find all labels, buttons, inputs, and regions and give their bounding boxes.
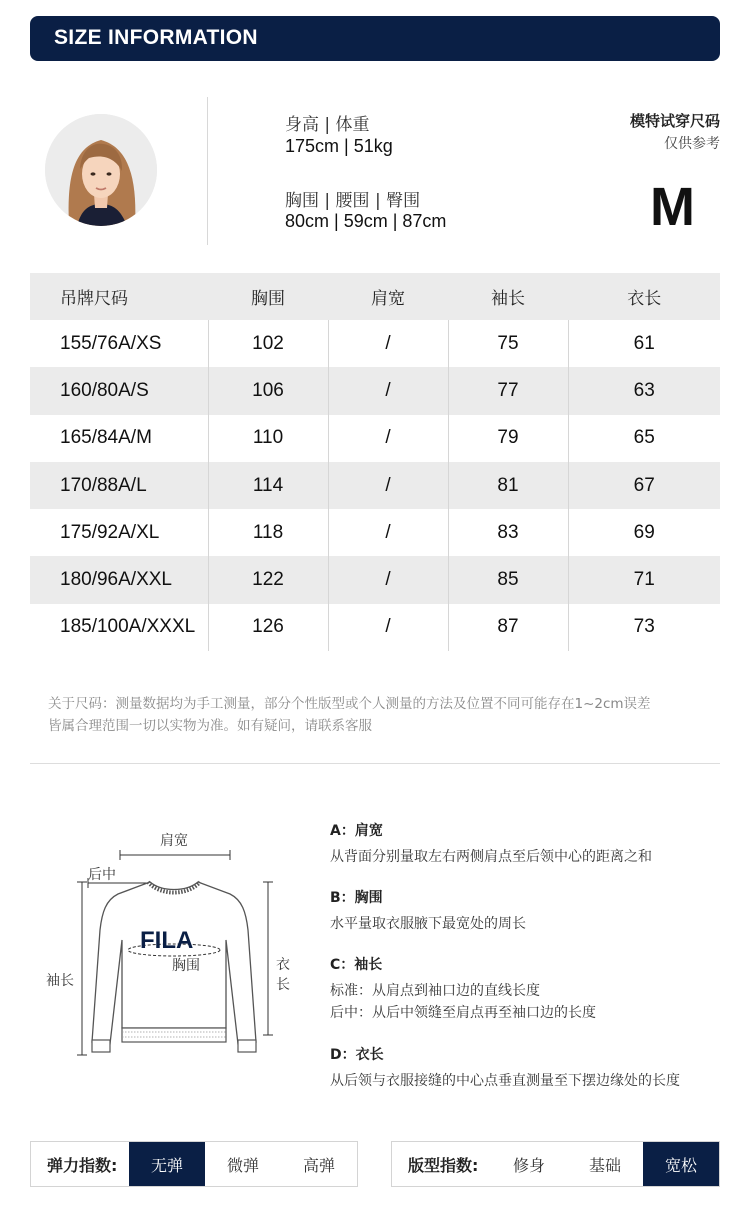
cell-size: 175/92A/XL	[60, 521, 160, 543]
cell-shoulder: /	[328, 509, 448, 556]
section-divider	[30, 763, 720, 764]
label-length: 衣长	[276, 957, 290, 993]
cell-sleeve: 87	[448, 604, 568, 651]
sweatshirt-icon	[30, 820, 290, 1060]
desc-d-line: 从后领与衣服接缝的中心点垂直测量至下摆边缘处的长度	[330, 1073, 680, 1089]
header-tag-size: 吊牌尺码	[30, 273, 208, 320]
cell-size: 165/84A/M	[60, 427, 152, 449]
header-chest: 胸围	[208, 273, 328, 320]
header-bar	[30, 16, 720, 61]
elasticity-option-none[interactable]: 无弹	[129, 1142, 205, 1186]
header-sleeve: 袖长	[448, 273, 568, 320]
elasticity-label: 弹力指数:	[47, 1155, 118, 1175]
label-sleeve: 袖长	[46, 973, 74, 989]
label-back-center: 后中	[88, 867, 116, 883]
model-avatar	[45, 114, 157, 226]
size-table	[30, 273, 720, 651]
size-note	[48, 693, 728, 737]
desc-d	[330, 1044, 680, 1092]
try-size-title: 模特试穿尺码	[629, 112, 720, 130]
cell-shoulder: /	[328, 367, 448, 414]
desc-a-title: A：肩宽	[330, 823, 383, 839]
cell-length: 73	[568, 604, 720, 651]
desc-b	[330, 887, 526, 935]
fit-label: 版型指数:	[408, 1155, 479, 1175]
elasticity-option-high[interactable]: 高弹	[302, 1155, 335, 1175]
garment-diagram	[30, 820, 290, 1060]
cell-shoulder: /	[328, 604, 448, 651]
vertical-divider	[207, 97, 208, 245]
model-portrait-icon	[45, 114, 157, 226]
try-size-value: M	[650, 177, 695, 237]
cell-chest: 118	[208, 509, 328, 556]
desc-c	[330, 954, 596, 1024]
cell-sleeve: 75	[448, 320, 568, 367]
desc-a-line: 从背面分别量取左右两侧肩点至后领中心的距离之和	[330, 849, 652, 865]
table-header-row	[30, 273, 720, 320]
fit-index	[391, 1141, 720, 1187]
cell-size: 160/80A/S	[30, 367, 208, 414]
table-row	[30, 415, 720, 462]
table-row	[30, 462, 720, 509]
note-line-2: 皆属合理范围一切以实物为准。如有疑问，请联系客服	[48, 718, 372, 734]
cell-chest: 122	[208, 556, 328, 603]
measure-label: 胸围 | 腰围 | 臀围	[285, 191, 421, 211]
cell-chest: 114	[208, 462, 328, 509]
cell-length: 61	[568, 320, 720, 367]
try-size-subtitle: 仅供参考	[664, 136, 720, 152]
table-row	[30, 604, 720, 651]
cell-size: 185/100A/XXXL	[60, 616, 196, 638]
cell-shoulder: /	[328, 462, 448, 509]
cell-sleeve: 79	[448, 415, 568, 462]
desc-a	[330, 820, 652, 868]
cell-size: 170/88A/L	[30, 462, 208, 509]
cell-chest: 126	[208, 604, 328, 651]
note-line-1: 关于尺码：测量数据均为手工测量，部分个性版型或个人测量的方法及位置不同可能存在1~2cm误差	[48, 696, 651, 712]
cell-chest: 102	[208, 320, 328, 367]
cell-size: 180/96A/XXL	[30, 556, 208, 603]
desc-c-line-1: 标准：从肩点到袖口边的直线长度	[330, 983, 540, 999]
label-chest: 胸围	[172, 958, 200, 974]
cell-length: 69	[568, 509, 720, 556]
cell-chest: 106	[208, 367, 328, 414]
desc-c-line-2: 后中：从后中领缝至肩点再至袖口边的长度	[330, 1005, 596, 1021]
cell-length: 67	[568, 462, 720, 509]
header-length: 衣长	[568, 273, 720, 320]
measure-value: 80cm | 59cm | 87cm	[285, 211, 447, 231]
cell-length: 63	[568, 367, 720, 414]
cell-chest: 110	[208, 415, 328, 462]
cell-shoulder: /	[328, 556, 448, 603]
label-shoulder: 肩宽	[160, 833, 188, 849]
elasticity-index	[30, 1141, 358, 1187]
header-shoulder: 肩宽	[328, 273, 448, 320]
table-row	[30, 556, 720, 603]
desc-b-line: 水平量取衣服腋下最宽处的周长	[330, 916, 526, 932]
cell-shoulder: /	[328, 415, 448, 462]
cell-size: 155/76A/XS	[60, 332, 162, 354]
table-row	[30, 320, 720, 367]
cell-sleeve: 81	[448, 462, 568, 509]
desc-b-title: B：胸围	[330, 890, 383, 906]
table-row	[30, 509, 720, 556]
desc-c-title: C：袖长	[330, 957, 383, 973]
fit-option-regular[interactable]: 基础	[588, 1155, 621, 1175]
cell-sleeve: 83	[448, 509, 568, 556]
desc-d-title: D：衣长	[330, 1047, 384, 1063]
table-row	[30, 367, 720, 414]
height-weight-label: 身高 | 体重	[285, 115, 370, 135]
cell-sleeve: 85	[448, 556, 568, 603]
cell-shoulder: /	[328, 320, 448, 367]
cell-sleeve: 77	[448, 367, 568, 414]
cell-length: 71	[568, 556, 720, 603]
height-weight-value: 175cm | 51kg	[285, 136, 393, 156]
elasticity-option-slight[interactable]: 微弹	[226, 1155, 259, 1175]
fit-option-loose[interactable]: 宽松	[643, 1142, 719, 1186]
page-title: SIZE INFORMATION	[54, 26, 258, 49]
fila-logo: FILA	[140, 927, 194, 954]
fit-option-slim[interactable]: 修身	[512, 1155, 545, 1175]
cell-length: 65	[568, 415, 720, 462]
